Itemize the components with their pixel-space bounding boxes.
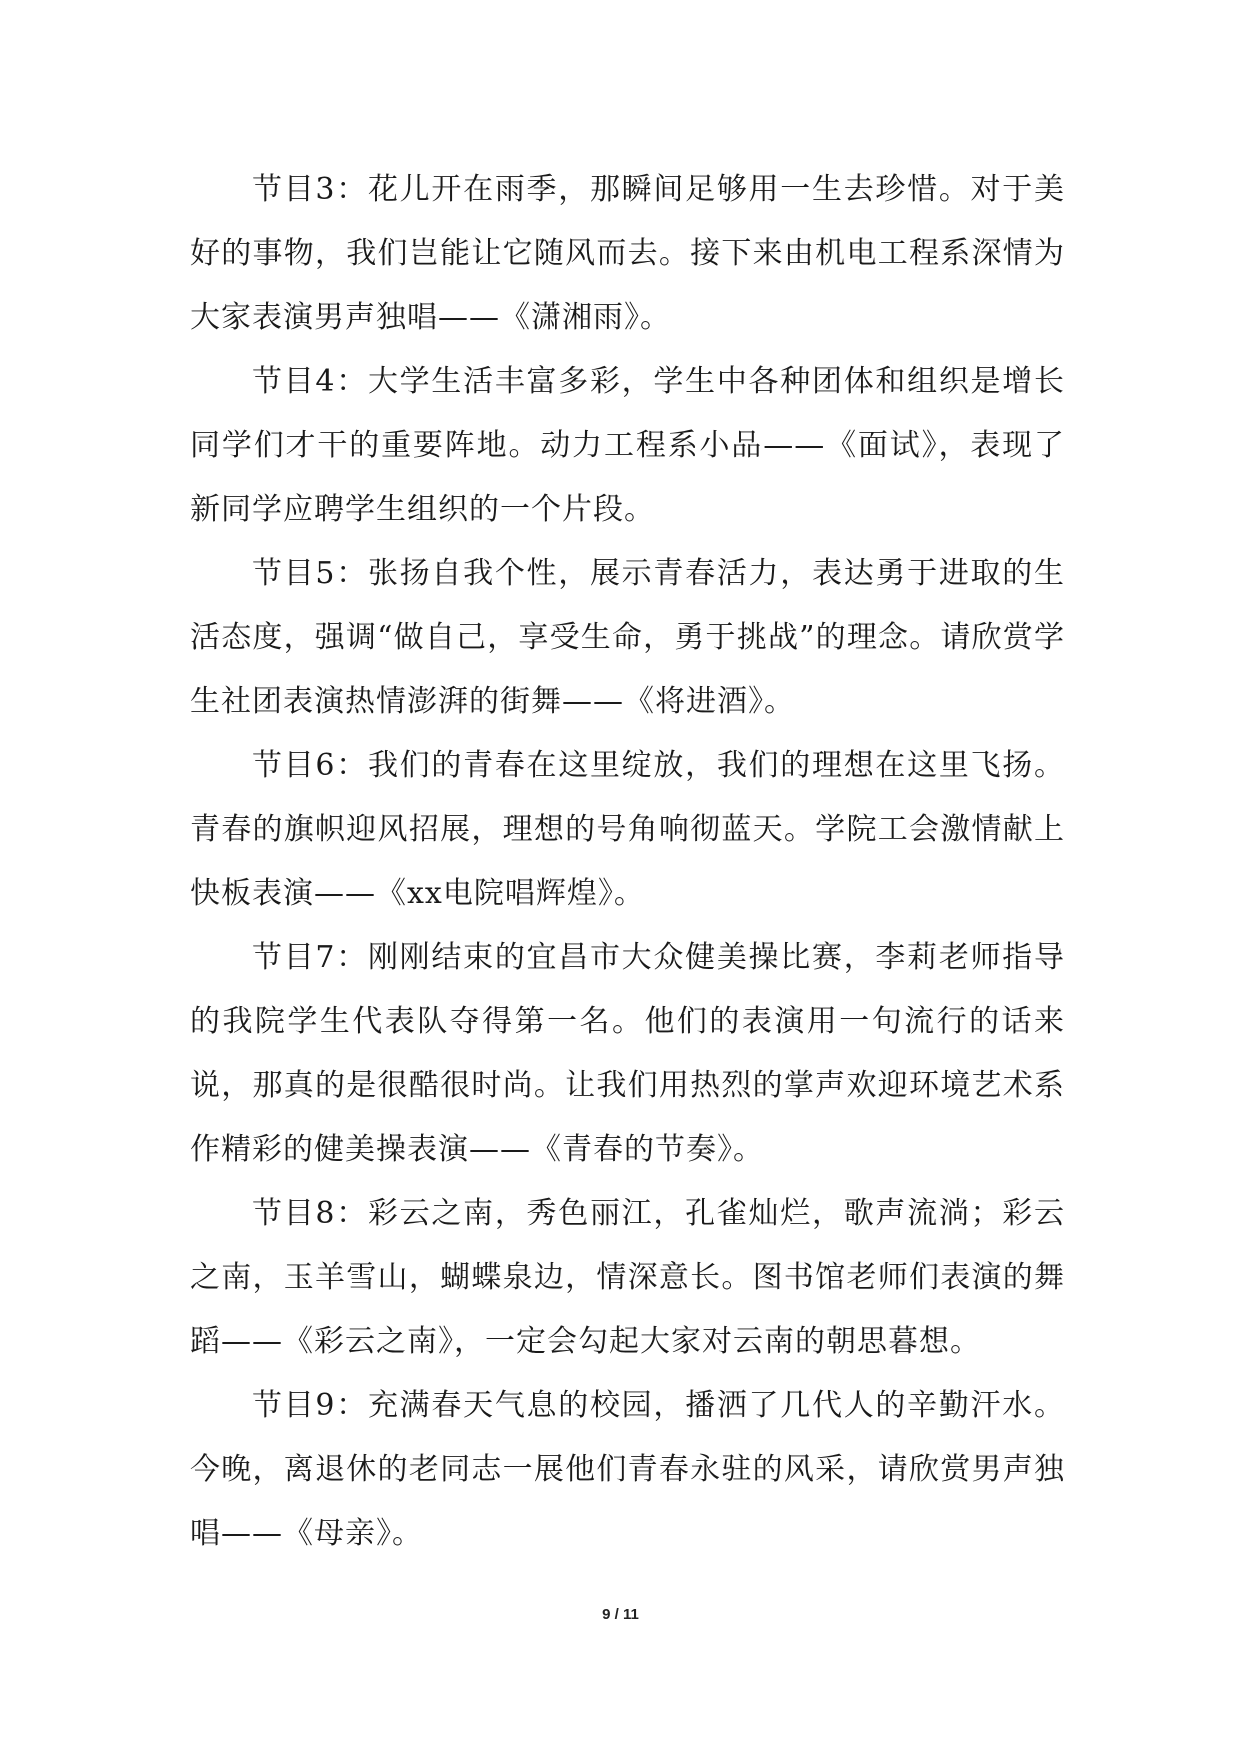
paragraph-program-5: 节目5：张扬自我个性，展示青春活力，表达勇于进取的生活态度，强调“做自己，享受生命，勇于挑战”的理念。请欣赏学生社团表演热情澎湃的街舞——《将进酒》。 (190, 556, 1065, 719)
paragraph-program-8: 节目8：彩云之南，秀色丽江，孔雀灿烂，歌声流淌；彩云之南，玉羊雪山，蝴蝶泉边，情深意长。图书馆老师们表演的舞蹈——《彩云之南》，一定会勾起大家对云南的朝思暮想。 (190, 1196, 1065, 1359)
paragraph-program-4: 节目4：大学生活丰富多彩，学生中各种团体和组织是增长同学们才干的重要阵地。动力工程系小品——《面试》，表现了新同学应聘学生组织的一个片段。 (190, 364, 1065, 527)
page-number: 9 / 11 (602, 1606, 639, 1623)
document-body (190, 158, 1065, 1566)
paragraph-program-7: 节目7：刚刚结束的宜昌市大众健美操比赛，李莉老师指导的我院学生代表队夺得第一名。他们的表演用一句流行的话来说，那真的是很酷很时尚。让我们用热烈的掌声欢迎环境艺术系作精彩的健美操表演——《青春的节奏》。 (190, 940, 1065, 1167)
paragraph-program-3: 节目3：花儿开在雨季，那瞬间足够用一生去珍惜。对于美好的事物，我们岂能让它随风而去。接下来由机电工程系深情为大家表演男声独唱——《潇湘雨》。 (190, 172, 1065, 335)
paragraph-program-9: 节目9：充满春天气息的校园，播洒了几代人的辛勤汗水。今晚，离退休的老同志一展他们青春永驻的风采，请欣赏男声独唱——《母亲》。 (190, 1388, 1065, 1551)
paragraph-program-6: 节目6：我们的青春在这里绽放，我们的理想在这里飞扬。青春的旗帜迎风招展，理想的号角响彻蓝天。学院工会激情献上快板表演——《xx电院唱辉煌》。 (190, 748, 1065, 911)
